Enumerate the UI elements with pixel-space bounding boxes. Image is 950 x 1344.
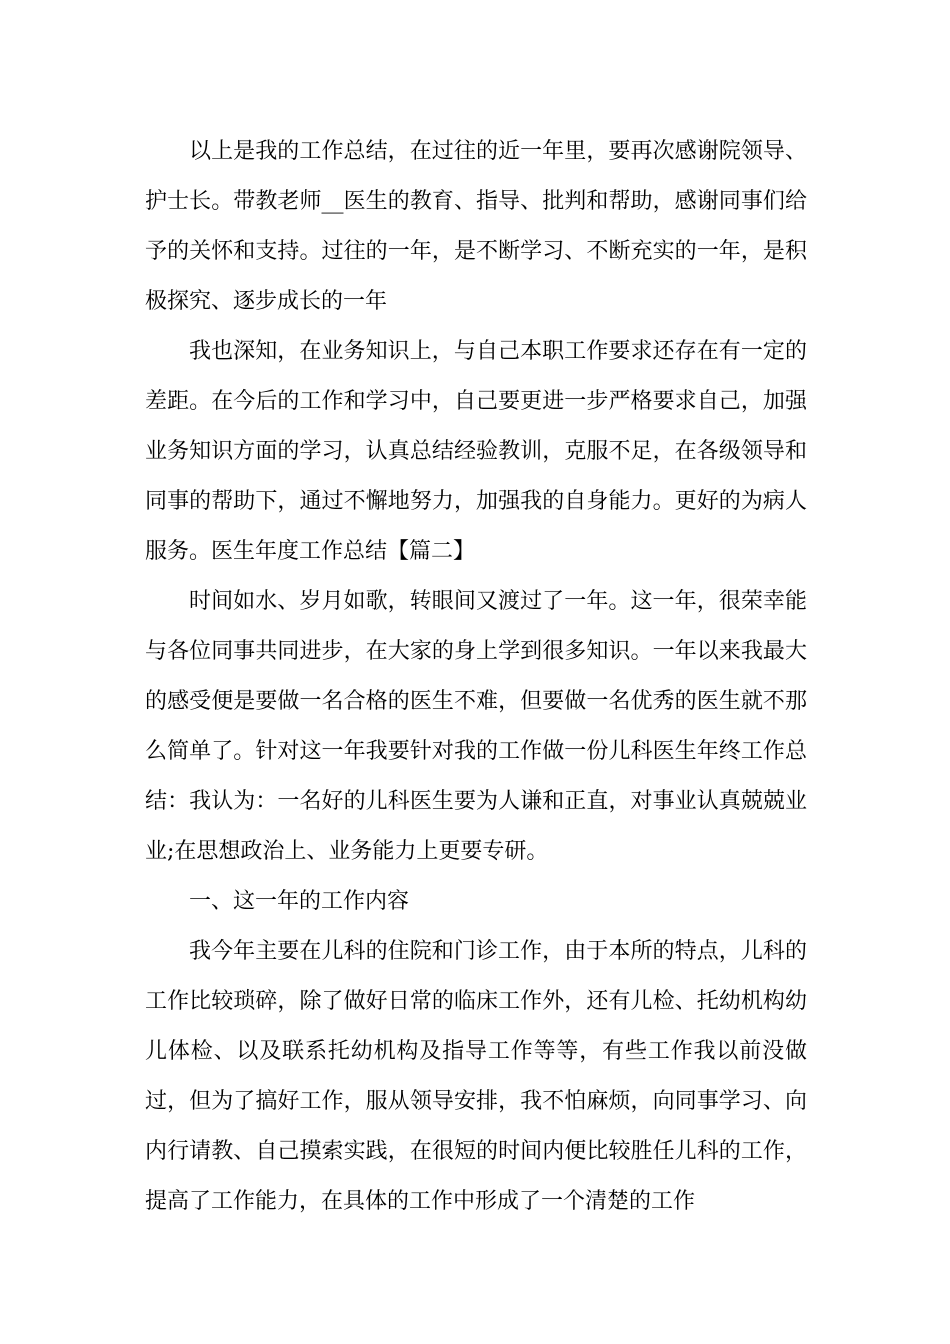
- paragraph-1: 以上是我的工作总结，在过往的近一年里，要再次感谢院领导、护士长。带教老师__医生的教育、指导、批判和帮助，感谢同事们给予的关怀和支持。过往的一年，是不断学习、不断充实的一年，是积极探究、逐步成长的一年: [145, 139, 807, 314]
- document-body: [145, 127, 807, 1227]
- paragraph-4: 我今年主要在儿科的住院和门诊工作，由于本所的特点，儿科的工作比较琐碎，除了做好日常的临床工作外，还有儿检、托幼机构幼儿体检、以及联系托幼机构及指导工作等等，有些工作我以前没做过，但为了搞好工作，服从领导安排，我不怕麻烦，向同事学习、向内行请教、自己摸索实践，在很短的时间内便比较胜任儿科的工作，提高了工作能力，在具体的工作中形成了一个清楚的工作: [145, 939, 807, 1214]
- paragraph-2: 我也深知，在业务知识上，与自己本职工作要求还存在有一定的差距。在今后的工作和学习中，自己要更进一步严格要求自己，加强业务知识方面的学习，认真总结经验教训，克服不足，在各级领导和同事的帮助下，通过不懈地努力，加强我的自身能力。更好的为病人服务。医生年度工作总结【篇二】: [145, 339, 807, 564]
- paragraph-3: 时间如水、岁月如歌，转眼间又渡过了一年。这一年，很荣幸能与各位同事共同进步，在大家的身上学到很多知识。一年以来我最大的感受便是要做一名合格的医生不难，但要做一名优秀的医生就不那么简单了。针对这一年我要针对我的工作做一份儿科医生年终工作总结：我认为：一名好的儿科医生要为人谦和正直，对事业认真兢兢业业;在思想政治上、业务能力上更要专研。: [145, 589, 807, 864]
- section-heading: 一、这一年的工作内容: [189, 889, 410, 914]
